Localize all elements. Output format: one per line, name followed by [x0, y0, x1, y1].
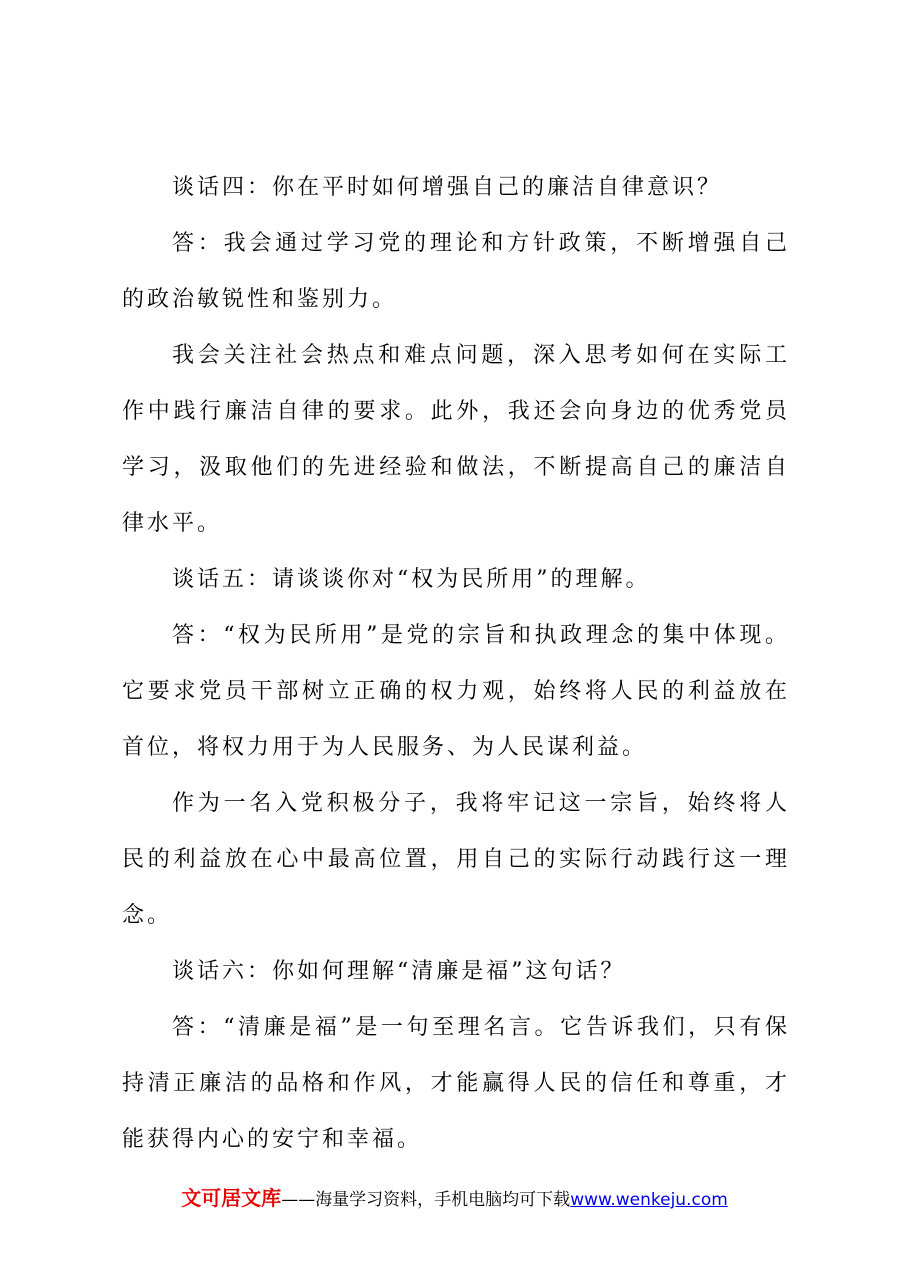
- document-body: [122, 160, 790, 1168]
- paragraph-talk-five-answer-continued: 作为一名入党积极分子，我将牢记这一宗旨，始终将人民的利益放在心中最高位置，用自己的实际行动践行这一理念。: [122, 791, 790, 928]
- paragraph-talk-five-answer: 答：“权为民所用”是党的宗旨和执政理念的集中体现。它要求党员干部树立正确的权力观，始终将人民的利益放在首位，将权力用于为人民服务、为人民谋利益。: [122, 623, 790, 760]
- footer-tagline: ——海量学习资料，手机电脑均可下载: [281, 1190, 571, 1210]
- paragraph-talk-four-answer: 答：我会通过学习党的理论和方针政策，不断增强自己的政治敏锐性和鉴别力。: [122, 231, 790, 312]
- footer-brand: 文可居文库: [181, 1186, 282, 1210]
- page-footer: [0, 1182, 909, 1211]
- paragraph-talk-six-question: 谈话六：你如何理解“清廉是福”这句话？: [172, 959, 626, 984]
- paragraph-talk-five-question: 谈话五：请谈谈你对“权为民所用”的理解。: [172, 567, 651, 592]
- paragraph-talk-six-answer: 答：“清廉是福”是一句至理名言。它告诉我们，只有保持清正廉洁的品格和作风，才能赢得人民的信任和尊重，才能获得内心的安宁和幸福。: [122, 1015, 790, 1152]
- paragraph-talk-four-answer-continued: 我会关注社会热点和难点问题，深入思考如何在实际工作中践行廉洁自律的要求。此外，我还会向身边的优秀党员学习，汲取他们的先进经验和做法，不断提高自己的廉洁自律水平。: [122, 343, 790, 536]
- footer-site-link[interactable]: www.wenkeju.com: [570, 1190, 728, 1210]
- paragraph-talk-four-question: 谈话四：你在平时如何增强自己的廉洁自律意识？: [172, 175, 723, 200]
